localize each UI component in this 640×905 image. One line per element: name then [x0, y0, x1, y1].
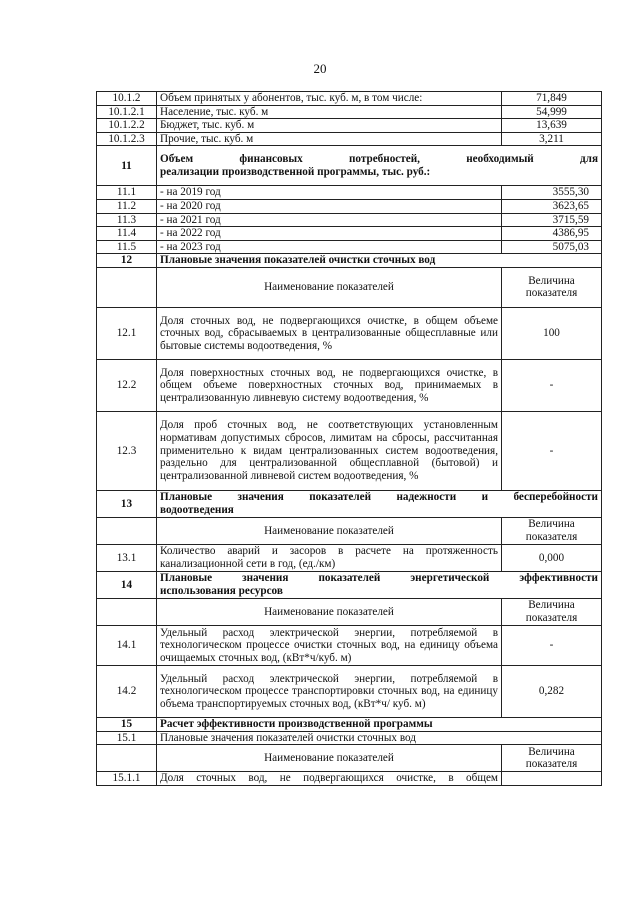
- table-row: [97, 625, 602, 665]
- row-text: Прочие, тыс. куб. м: [157, 132, 502, 146]
- row-value: 3,211: [502, 132, 602, 146]
- production-program-table: [96, 91, 602, 786]
- row-text: Количество аварий и засоров в расчете на протяженность канализационной сети в год, (ед./км): [157, 544, 502, 571]
- row-text: Объем принятых у абонентов, тыс. куб. м, в том числе:: [157, 92, 502, 106]
- section-title: [157, 490, 602, 517]
- empty-cell: [97, 745, 157, 772]
- row-value: [502, 772, 602, 786]
- row-number: 12.1: [97, 307, 157, 359]
- row-text: - на 2021 год: [157, 213, 502, 227]
- row-number: 13.1: [97, 544, 157, 571]
- row-text: Доля поверхностных сточных вод, не подвергающихся очистке, в общем объеме поверхностных сточных вод, принимаемых в централизованную ливневую систему водоотведения, %: [157, 359, 502, 411]
- section-title-line-1: Плановые значения показателей надежности и бесперебойности: [160, 491, 598, 504]
- section-number: 15: [97, 717, 157, 731]
- row-number: 11.1: [97, 186, 157, 200]
- row-value: 3623,65: [502, 199, 602, 213]
- row-text: - на 2023 год: [157, 240, 502, 254]
- table-row: [97, 199, 602, 213]
- section-title: Плановые значения показателей очистки сточных вод: [157, 254, 602, 268]
- table-row: [97, 544, 602, 571]
- column-header-value-line-1: Величина: [528, 518, 575, 531]
- table-row: [97, 307, 602, 359]
- row-value: 13,639: [502, 119, 602, 133]
- row-text: Население, тыс. куб. м: [157, 105, 502, 119]
- row-value: 0,282: [502, 665, 602, 717]
- row-value: -: [502, 625, 602, 665]
- table-row: [97, 213, 602, 227]
- section-title: [157, 571, 602, 598]
- column-header-value: [502, 267, 602, 307]
- row-value: 4386,95: [502, 227, 602, 241]
- column-header-value: [502, 517, 602, 544]
- table-row: [97, 411, 602, 490]
- table-row: [97, 227, 602, 241]
- row-text: - на 2022 год: [157, 227, 502, 241]
- column-header-value: [502, 745, 602, 772]
- row-number: 15.1: [97, 731, 157, 745]
- row-text: Доля проб сточных вод, не соответствующих установленным нормативам допустимых сбросов, лимитам на сбросы, рассчитанная применительно к видам централизованных систем водоотведения, раздельно для централизованной общесплавной (бытовой) и централизованной ливневой систем водоотведения, %: [157, 411, 502, 490]
- row-value: 71,849: [502, 92, 602, 106]
- section-heading-row: [97, 146, 602, 186]
- table-row: [97, 665, 602, 717]
- row-number: 11.2: [97, 199, 157, 213]
- column-header-value-line-1: Величина: [528, 745, 575, 758]
- row-text: Удельный расход электрической энергии, потребляемой в технологическом процессе транспортировки сточных вод, на единицу объема транспортируемых сточных вод, (кВт*ч/ куб. м): [157, 665, 502, 717]
- row-text: Доля сточных вод, не подвергающихся очистке, в общем объеме сточных вод, сбрасываемых в централизованные общесплавные или бытовые системы водоотведения, %: [157, 307, 502, 359]
- section-number: 13: [97, 490, 157, 517]
- column-header-row: [97, 267, 602, 307]
- row-text: Доля сточных вод, не подвергающихся очистке, в общем: [157, 772, 502, 786]
- table-row: [97, 731, 602, 745]
- row-number: 14.2: [97, 665, 157, 717]
- section-title-line-1: Объем финансовых потребностей, необходимый для: [160, 153, 598, 166]
- table-row: [97, 186, 602, 200]
- row-text: - на 2019 год: [157, 186, 502, 200]
- row-number: 15.1.1: [97, 772, 157, 786]
- row-number: 11.5: [97, 240, 157, 254]
- section-title-line-2: водоотведения: [160, 503, 234, 516]
- section-title: Расчет эффективности производственной программы: [157, 717, 602, 731]
- empty-cell: [97, 598, 157, 625]
- table-row: [97, 772, 602, 786]
- row-number: 12.3: [97, 411, 157, 490]
- column-header-name: Наименование показателей: [157, 517, 502, 544]
- row-text: Бюджет, тыс. куб. м: [157, 119, 502, 133]
- row-number: 10.1.2.3: [97, 132, 157, 146]
- section-title-line-2: реализации производственной программы, тыс. руб.:: [160, 165, 431, 178]
- table-row: [97, 92, 602, 106]
- row-number: 10.1.2.2: [97, 119, 157, 133]
- section-title: [157, 146, 602, 186]
- row-value: 100: [502, 307, 602, 359]
- row-number: 10.1.2.1: [97, 105, 157, 119]
- section-title-line-2: использования ресурсов: [160, 584, 283, 597]
- column-header-value-line-1: Величина: [528, 599, 575, 612]
- column-header-row: [97, 517, 602, 544]
- column-header-name: Наименование показателей: [157, 267, 502, 307]
- table-row: [97, 359, 602, 411]
- column-header-name: Наименование показателей: [157, 745, 502, 772]
- row-value: 0,000: [502, 544, 602, 571]
- empty-cell: [97, 267, 157, 307]
- section-number: 11: [97, 146, 157, 186]
- row-number: 11.3: [97, 213, 157, 227]
- row-number: 11.4: [97, 227, 157, 241]
- section-heading-row: [97, 254, 602, 268]
- column-header-row: [97, 598, 602, 625]
- section-number: 12: [97, 254, 157, 268]
- row-value: 5075,03: [502, 240, 602, 254]
- column-header-value-line-2: показателя: [525, 611, 578, 624]
- row-text: - на 2020 год: [157, 199, 502, 213]
- table-row: [97, 132, 602, 146]
- row-number: 14.1: [97, 625, 157, 665]
- row-value: 54,999: [502, 105, 602, 119]
- table-row: [97, 240, 602, 254]
- section-heading-row: [97, 490, 602, 517]
- column-header-row: [97, 745, 602, 772]
- row-value: 3715,59: [502, 213, 602, 227]
- table-row: [97, 105, 602, 119]
- row-text: Удельный расход электрической энергии, потребляемой в технологическом процессе очистки сточных вод, на единицу объема очищаемых сточных вод, (кВт*ч/куб. м): [157, 625, 502, 665]
- section-heading-row: [97, 571, 602, 598]
- section-heading-row: [97, 717, 602, 731]
- row-number: 12.2: [97, 359, 157, 411]
- column-header-value-line-2: показателя: [525, 758, 578, 771]
- section-title-line-1: Плановые значения показателей энергетической эффективности: [160, 572, 598, 585]
- section-number: 14: [97, 571, 157, 598]
- row-value: -: [502, 411, 602, 490]
- column-header-value: [502, 598, 602, 625]
- column-header-value-line-1: Величина: [528, 274, 575, 287]
- empty-cell: [97, 517, 157, 544]
- column-header-value-line-2: показателя: [525, 287, 578, 300]
- page-number: 20: [313, 61, 327, 76]
- column-header-name: Наименование показателей: [157, 598, 502, 625]
- row-text: Плановые значения показателей очистки сточных вод: [157, 731, 602, 745]
- row-number: 10.1.2: [97, 92, 157, 106]
- row-value: 3555,30: [502, 186, 602, 200]
- column-header-value-line-2: показателя: [525, 530, 578, 543]
- table-row: [97, 119, 602, 133]
- row-value: -: [502, 359, 602, 411]
